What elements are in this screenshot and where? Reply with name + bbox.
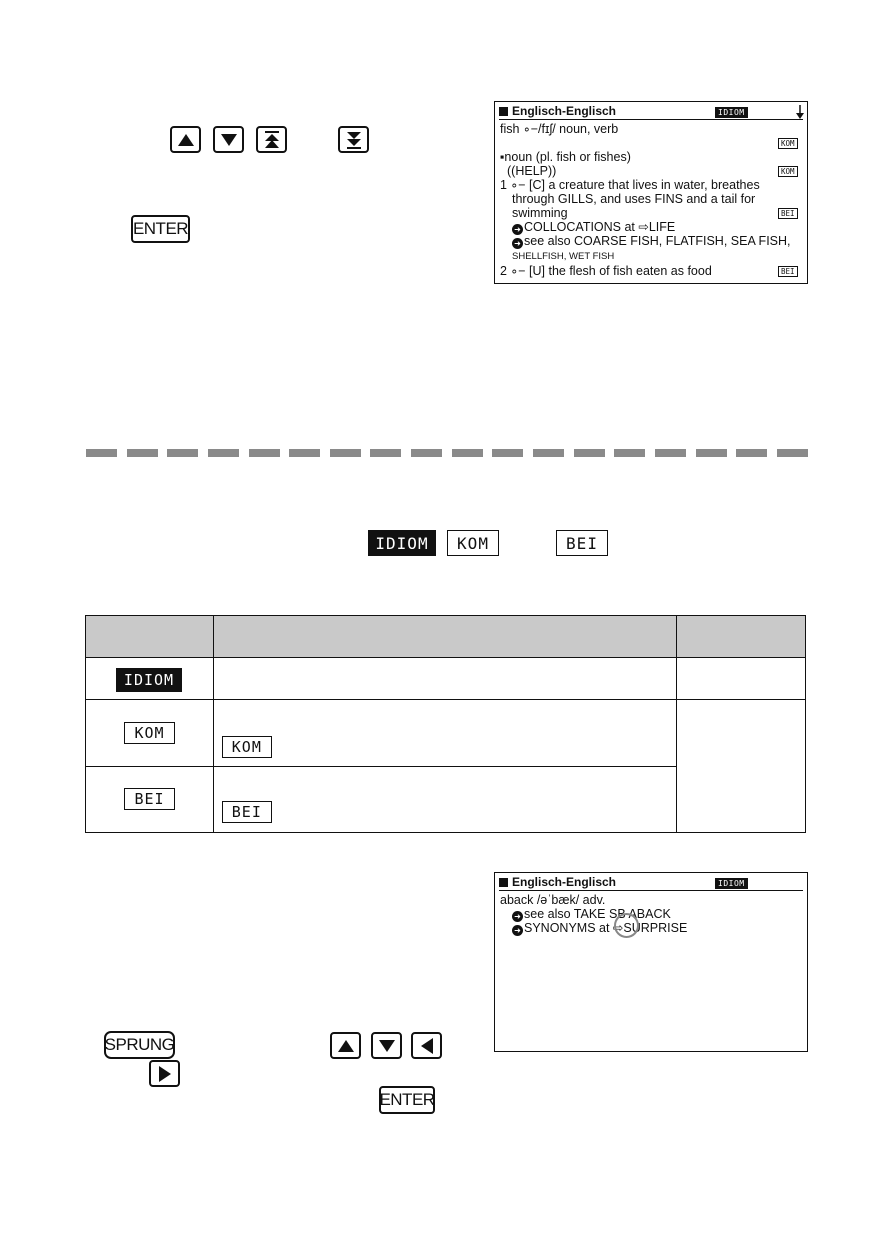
- up-arrow-key[interactable]: [330, 1032, 361, 1059]
- kom-badge: KOM: [447, 530, 499, 556]
- kom-badge: KOM: [124, 722, 175, 744]
- kom-inline-badge: KOM: [222, 736, 272, 758]
- table-cell-icon: [86, 700, 214, 767]
- page-up-key[interactable]: [256, 126, 287, 153]
- idiom-badge: IDIOM: [116, 668, 182, 692]
- kom-tag: KOM: [778, 166, 798, 177]
- see-also-text: see also COARSE FISH, FLATFISH, SEA FISH,: [524, 234, 791, 248]
- table-cell-icon: [86, 658, 214, 700]
- header-square-icon: [499, 878, 508, 887]
- screen-header-title: Englisch-Englisch: [512, 875, 617, 890]
- down-arrow-icon: [378, 1039, 396, 1053]
- table-row: [86, 658, 806, 700]
- sprung-key[interactable]: [104, 1031, 175, 1059]
- up-arrow-icon: [177, 133, 195, 147]
- entry-headword-line: aback /əˈbæk/ adv.: [500, 893, 606, 907]
- table-cell-desc: [213, 700, 676, 767]
- entry-noun-line: ▪noun (pl. fish or fishes): [500, 150, 631, 164]
- section-divider: [86, 449, 808, 457]
- arrow-bullet-icon: ➜: [512, 224, 523, 235]
- scroll-down-indicator-icon: [796, 105, 804, 119]
- enter-key-label: ENTER: [132, 219, 189, 238]
- up-arrow-icon: [337, 1039, 355, 1053]
- right-arrow-icon: [158, 1065, 172, 1083]
- arrow-bullet-icon: ➜: [512, 238, 523, 249]
- table-row: [86, 700, 806, 767]
- sense-2-line: 2 ∘− [U] the flesh of fish eaten as food: [500, 264, 712, 278]
- right-arrow-key[interactable]: [149, 1060, 180, 1087]
- double-down-arrow-icon: [345, 130, 363, 150]
- entry-headword-line: fish ∘−/fɪʃ/ noun, verb: [500, 122, 619, 136]
- arrow-bullet-icon: ➜: [512, 911, 523, 922]
- table-cell-desc: [213, 767, 676, 833]
- screen-header-title: Englisch-Englisch: [512, 104, 617, 119]
- dictionary-screen-aback: [494, 872, 808, 1052]
- sense-1-line-2: through GILLS, and uses FINS and a tail for: [512, 192, 756, 206]
- arrow-bullet-icon: ➜: [512, 925, 523, 936]
- table-cell-note: [677, 658, 806, 700]
- down-arrow-key[interactable]: [371, 1032, 402, 1059]
- kom-tag: KOM: [778, 138, 798, 149]
- idiom-indicator: IDIOM: [715, 878, 748, 889]
- table-header-row: [86, 616, 806, 658]
- idiom-indicator: IDIOM: [715, 107, 748, 118]
- header-square-icon: [499, 107, 508, 116]
- synonyms-line: [512, 921, 687, 936]
- table-header-cell: [86, 616, 214, 658]
- bei-badge: BEI: [556, 530, 608, 556]
- enter-key[interactable]: [131, 215, 190, 243]
- table-header-cell: [677, 616, 806, 658]
- dictionary-screen-fish: [494, 101, 808, 284]
- enter-key-label: ENTER: [379, 1090, 435, 1109]
- screen-header: [499, 104, 803, 120]
- sprung-key-label: SPRUNG: [104, 1035, 175, 1054]
- enter-key[interactable]: [379, 1086, 435, 1114]
- table-cell-icon: [86, 767, 214, 833]
- table-header-cell: [213, 616, 676, 658]
- see-also-text: see also TAKE SB ABACK: [524, 907, 671, 921]
- down-arrow-key[interactable]: [213, 126, 244, 153]
- bei-tag: BEI: [778, 266, 798, 277]
- page-down-key[interactable]: [338, 126, 369, 153]
- collocations-line: [512, 220, 675, 235]
- see-also-line: [512, 234, 791, 249]
- idiom-badge: IDIOM: [368, 530, 436, 556]
- entry-help-line: ((HELP)): [507, 164, 557, 178]
- bei-badge: BEI: [124, 788, 175, 810]
- table-cell-note: [677, 700, 806, 833]
- indicator-table: [85, 615, 806, 833]
- double-up-arrow-icon: [263, 130, 281, 150]
- bei-inline-badge: BEI: [222, 801, 272, 823]
- jump-cursor-highlight[interactable]: [614, 913, 639, 938]
- table-cell-desc: [213, 658, 676, 700]
- left-arrow-icon: [420, 1037, 434, 1055]
- left-arrow-key[interactable]: [411, 1032, 442, 1059]
- screen-header: [499, 875, 803, 891]
- synonyms-text: SYNONYMS at ⇨SURPRISE: [524, 921, 688, 935]
- bei-tag: BEI: [778, 208, 798, 219]
- see-also-line-2: SHELLFISH, WET FISH: [512, 251, 615, 262]
- sense-1-line-1: 1 ∘− [C] a creature that lives in water, breathes: [500, 178, 760, 192]
- see-also-line: [512, 907, 671, 922]
- sense-1-line-3: swimming: [512, 206, 568, 220]
- up-arrow-key[interactable]: [170, 126, 201, 153]
- collocations-text: COLLOCATIONS at ⇨LIFE: [524, 220, 676, 234]
- down-arrow-icon: [220, 133, 238, 147]
